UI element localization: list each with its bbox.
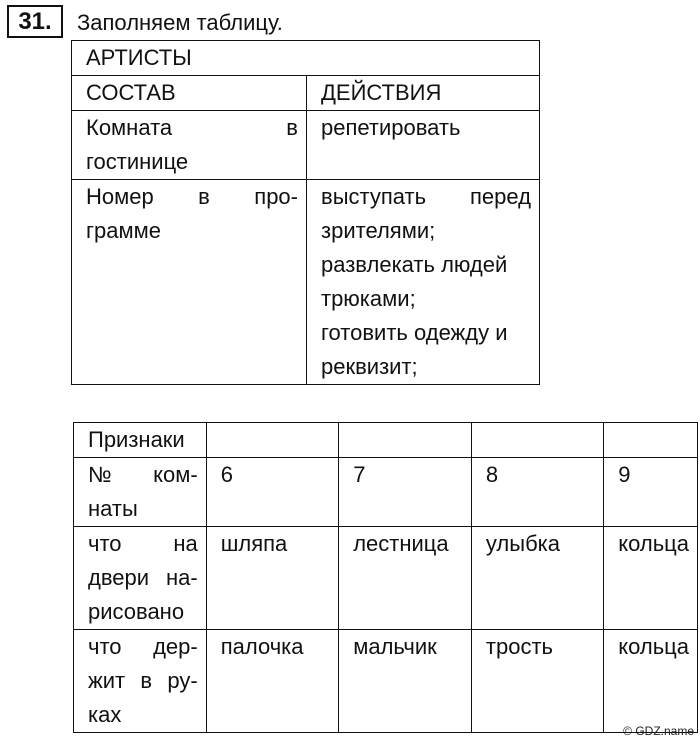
cell-line: что дер- — [88, 634, 198, 659]
table-cell — [339, 423, 472, 458]
cell-line: Комната в — [86, 115, 298, 140]
features-table — [73, 422, 698, 733]
table-cell: лестница — [339, 527, 472, 630]
watermark: © GDZ.name — [623, 724, 694, 738]
table-cell: 6 — [206, 458, 338, 527]
cell-line: наты — [88, 496, 138, 521]
table-cell: 8 — [471, 458, 603, 527]
table-cell — [72, 111, 307, 180]
exercise-intro: Заполняем таблицу. — [77, 10, 283, 35]
cell-line: зрителями; — [321, 218, 436, 243]
table-cell — [471, 423, 603, 458]
exercise-number: 31. — [7, 5, 63, 38]
cell-line: Номер в про- — [86, 184, 298, 209]
table-cell: мальчик — [339, 630, 472, 733]
table-cell: 7 — [339, 458, 472, 527]
row-label — [74, 527, 207, 630]
row-label — [74, 458, 207, 527]
table-cell: 9 — [604, 458, 698, 527]
cell-line: рисовано — [88, 599, 185, 624]
cell-line: двери на- — [88, 565, 198, 590]
cell-line: трюками; — [321, 286, 416, 311]
cell-line: что на — [88, 531, 198, 556]
cell-line: репетировать — [321, 115, 461, 140]
column-header: СОСТАВ — [72, 76, 307, 111]
table-cell — [72, 180, 307, 385]
cell-line: грамме — [86, 218, 161, 243]
table-cell: трость — [471, 630, 603, 733]
table-cell — [206, 423, 338, 458]
cell-line: готовить одежду и — [321, 320, 508, 345]
row-label — [74, 630, 207, 733]
table-title: АРТИСТЫ — [72, 41, 540, 76]
table-cell: кольца — [604, 630, 698, 733]
cell-line: развлекать людей — [321, 252, 508, 277]
row-header: Признаки — [74, 423, 207, 458]
cell-line: жит в ру- — [88, 668, 198, 693]
cell-line: реквизит; — [321, 354, 418, 379]
table-cell — [307, 111, 540, 180]
table-cell — [307, 180, 540, 385]
cell-line: ках — [88, 702, 122, 727]
table-cell — [604, 423, 698, 458]
table-cell: палочка — [206, 630, 338, 733]
table-cell: шляпа — [206, 527, 338, 630]
table-cell: кольца — [604, 527, 698, 630]
column-header: ДЕЙСТВИЯ — [307, 76, 540, 111]
artists-table — [71, 40, 540, 385]
cell-line: гостинице — [86, 149, 189, 174]
table-cell: улыбка — [471, 527, 603, 630]
cell-line: выступать перед — [321, 184, 531, 209]
cell-line: № ком- — [88, 462, 198, 487]
